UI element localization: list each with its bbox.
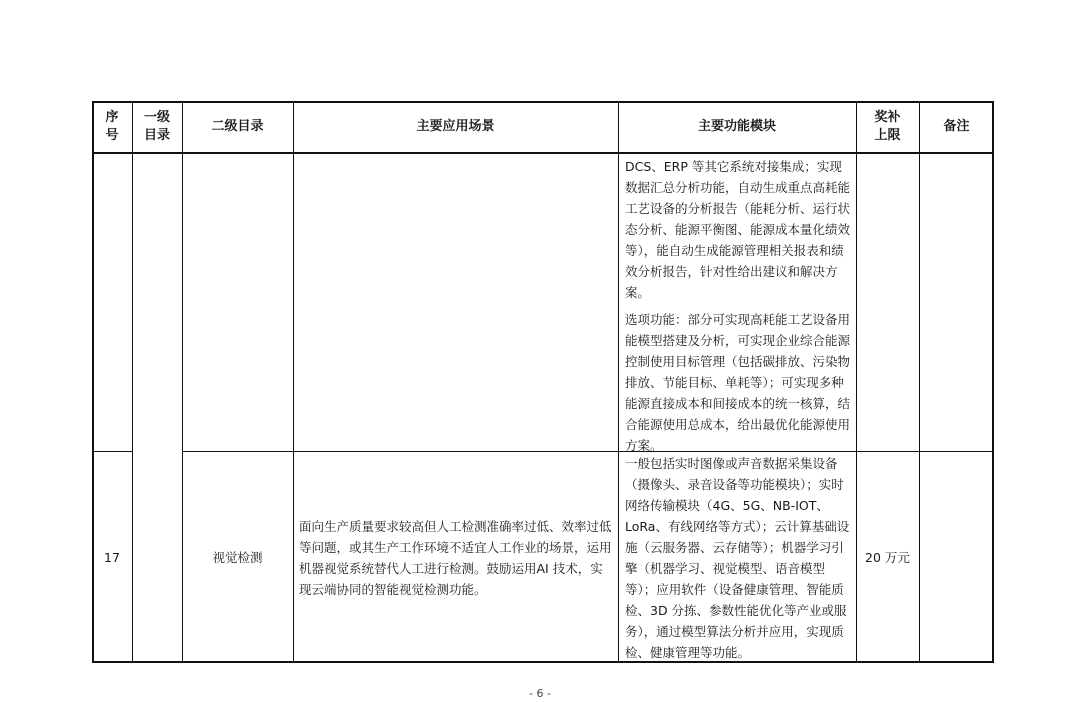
col-divider [919, 101, 920, 663]
header-seq: 序号 [105, 109, 119, 143]
row17-seq: 17 [104, 550, 120, 565]
col-divider [618, 101, 619, 663]
modules-paragraph: 选项功能：部分可实现高耗能工艺设备用能模型搭建及分析，可实现企业综合能源控制使用目标管理（包括碳排放、污染物排放、节能目标、单耗等）；可实现多种能源直接成本和间接成本的统一核算，结合能源使用总成本，给出最优化能源使用方案。 [625, 312, 851, 453]
modules-paragraph: DCS、ERP 等其它系统对接集成；实现数据汇总分析功能，自动生成重点高耗能工艺设备的分析报告（能耗分析、运行状态分析、能源平衡图、能源成本量化绩效等），能自动生成能源管理相关报表和绩效分析报告，针对性给出建议和解决方案。 [625, 159, 851, 300]
header-divider [92, 152, 994, 154]
col-divider [132, 101, 133, 663]
header-subsidy: 奖补上限 [874, 109, 901, 143]
page-number: - 6 - [529, 687, 551, 700]
row17-modules: 一般包括实时图像或声音数据采集设备（摄像头、录音设备等功能模块）；实时网络传输模块（4G、5G、NB-IOT、LoRa、有线网络等方式）；云计算基础设施（云服务器、云存储等）；机器学习引擎（机器学习、视觉模型、语音模型等）；应用软件（设备健康管理、智能质检、3D 分拣、参数性能优化等产业或服务），通过模型算法分析并应用，实现质检、健康管理等功能。 [625, 456, 850, 660]
header-scenario: 主要应用场景 [416, 118, 495, 134]
header-level2: 二级目录 [211, 118, 264, 134]
col-divider [293, 101, 294, 663]
policy-table [92, 101, 994, 663]
row17-scenario: 面向生产质量要求较高但人工检测准确率过低、效率过低等问题，或其生产工作环境不适宜人工作业的场景，运用机器视觉系统替代人工进行检测。鼓励运用AI 技术，实现云端协同的智能视觉检测功能。 [299, 518, 612, 597]
row17-subsidy: 20 万元 [865, 550, 910, 565]
header-remark: 备注 [943, 118, 970, 134]
header-modules: 主要功能模块 [697, 118, 776, 134]
continued-modules-cell [625, 156, 851, 456]
header-level1: 一级目录 [143, 109, 170, 143]
row17-level2: 视觉检测 [212, 550, 263, 565]
